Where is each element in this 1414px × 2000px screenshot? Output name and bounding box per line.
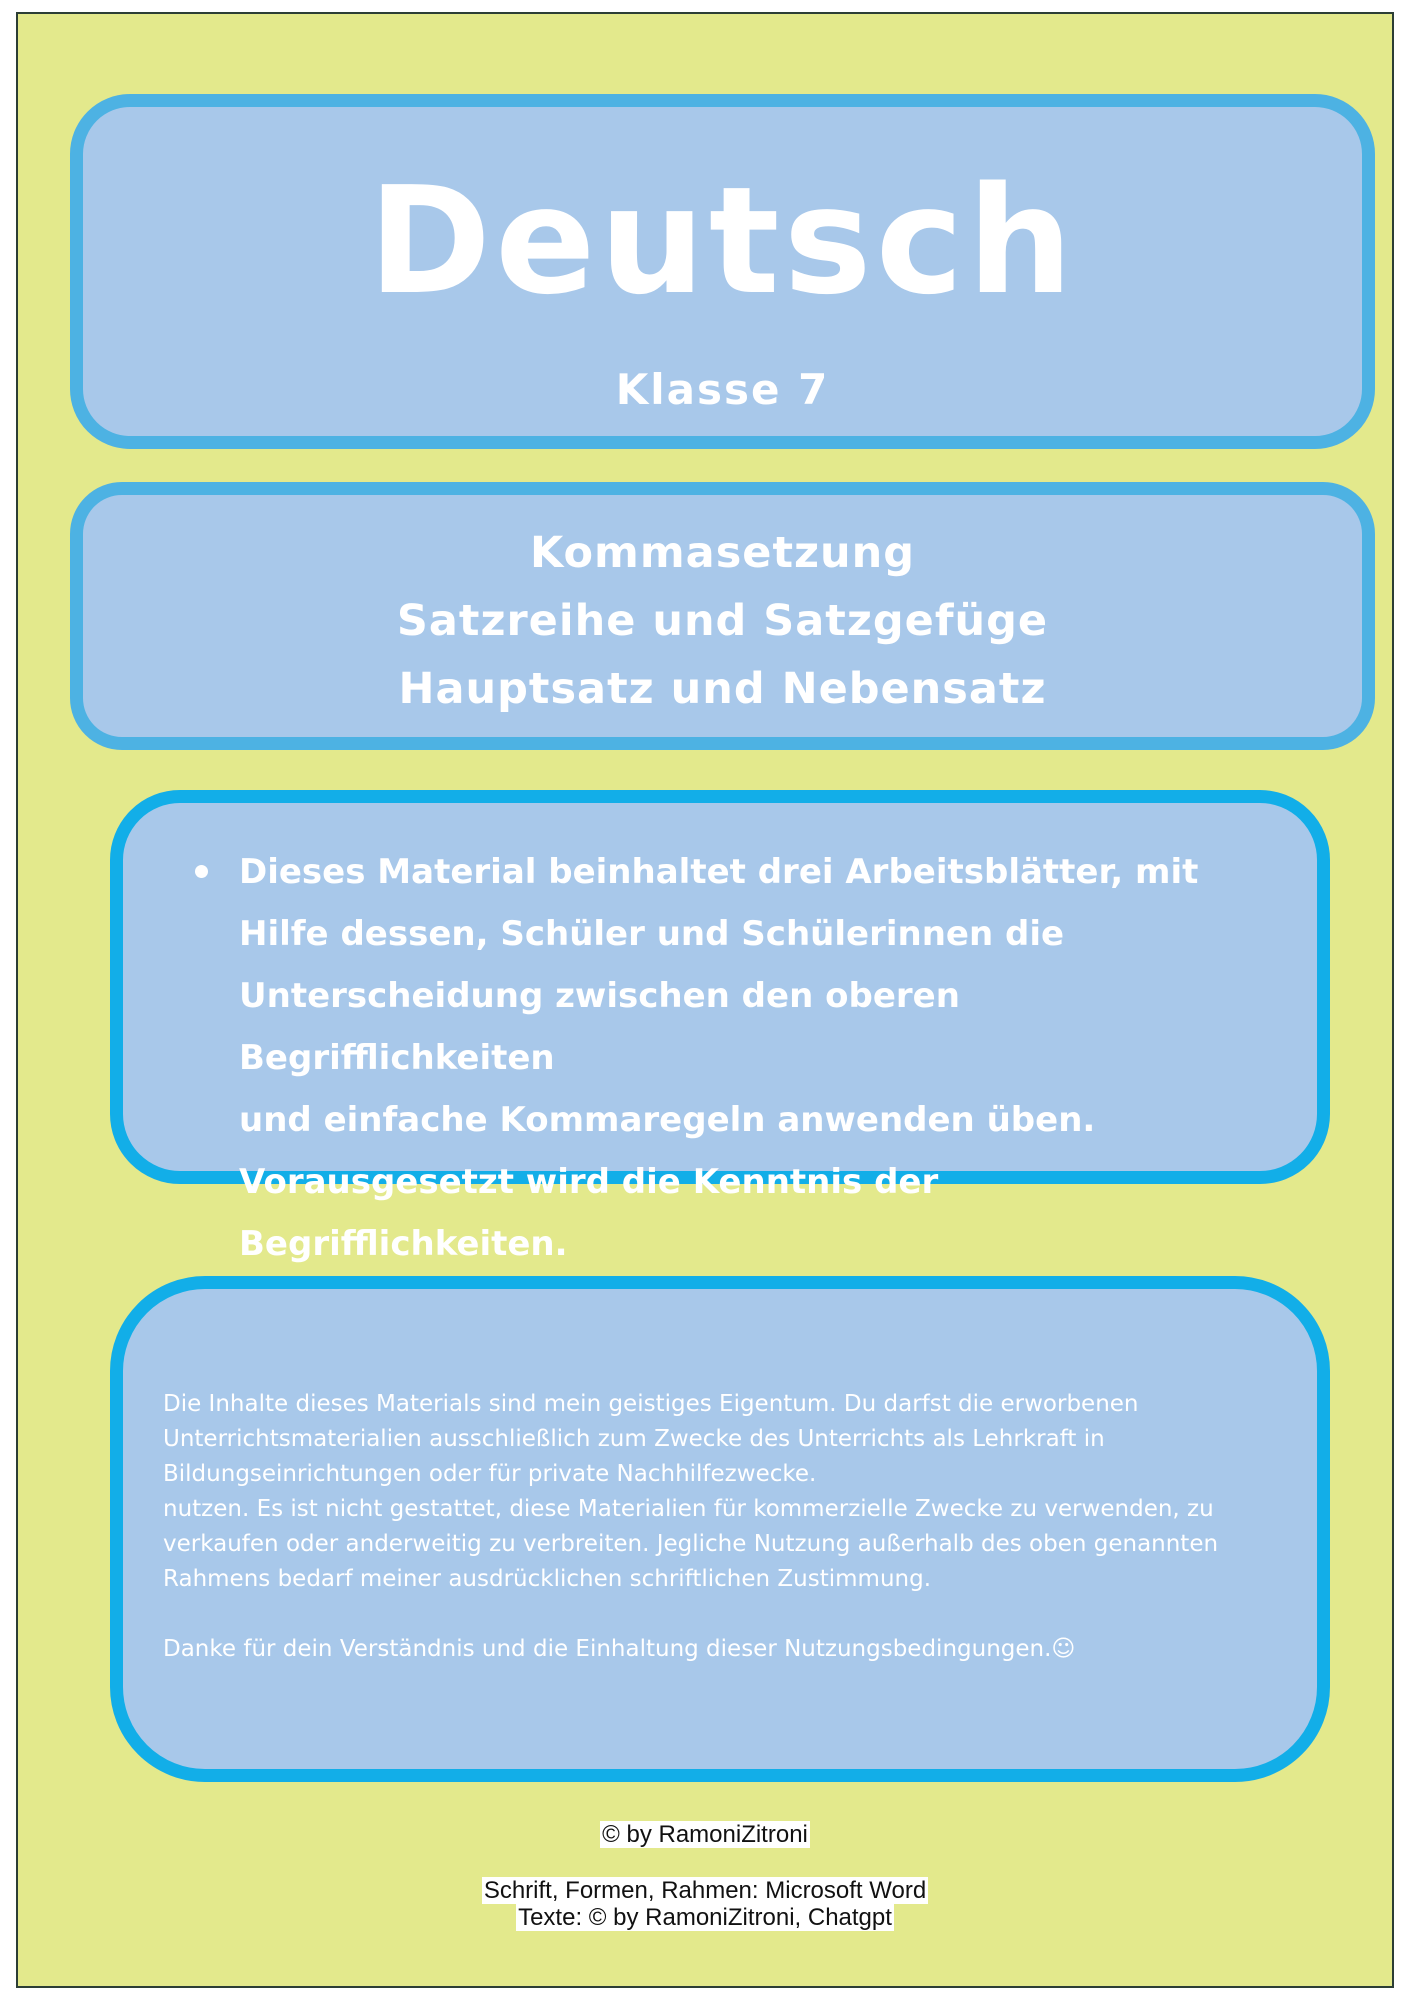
legal-notice-panel <box>110 1276 1330 1782</box>
legal-line: nutzen. Es ist nicht gestattet, diese Materialien für kommerzielle Zwecke zu verwenden, zu <box>163 1496 1214 1522</box>
description-line: und einfache Kommaregeln anwenden üben. <box>239 1100 1096 1140</box>
copyright-text: © by RamoniZitroni <box>602 1821 808 1848</box>
title-panel <box>70 94 1375 449</box>
topics-panel <box>70 482 1375 750</box>
legal-notice-text <box>163 1387 1267 1667</box>
topic-line: Kommasetzung <box>529 528 916 578</box>
legal-line: Unterrichtsmaterialien ausschließlich zum Zwecke des Unterrichts als Lehrkraft in <box>163 1426 1105 1452</box>
description-panel <box>110 790 1330 1264</box>
topics-list <box>83 519 1362 723</box>
texts-credit-text: Texte: © by RamoniZitroni, Chatgpt <box>518 1904 892 1931</box>
worksheet-cover-page <box>16 12 1394 1988</box>
topic-line: Satzreihe und Satzgefüge <box>396 596 1049 646</box>
description-line: Dieses Material beinhaltet drei Arbeitsblätter, mit <box>239 852 1199 892</box>
legal-thanks: Danke für dein Verständnis und die Einhaltung dieser Nutzungsbedingungen.☺ <box>163 1636 1076 1662</box>
paragraph-gap <box>163 1597 1267 1632</box>
description-line: Hilfe dessen, Schüler und Schülerinnen die <box>239 914 1065 954</box>
description-line: Unterscheidung zwischen den oberen Begrifflichkeiten <box>239 976 960 1078</box>
tools-text: Schrift, Formen, Rahmen: Microsoft Word <box>483 1877 927 1904</box>
description-item <box>195 841 1277 1275</box>
description-list <box>195 841 1277 1275</box>
legal-line: verkaufen oder anderweitig zu verbreiten. Jegliche Nutzung außerhalb des oben genannten <box>163 1531 1219 1557</box>
description-line: Vorausgesetzt wird die Kenntnis der Begrifflichkeiten. <box>239 1162 939 1264</box>
grade-label: Klasse 7 <box>615 365 830 414</box>
legal-line: Rahmens bedarf meiner ausdrücklichen schriftlichen Zustimmung. <box>163 1566 932 1592</box>
topic-line: Hauptsatz und Nebensatz <box>398 664 1047 714</box>
copyright-credit <box>18 1821 1392 1848</box>
legal-line: Die Inhalte dieses Materials sind mein geistiges Eigentum. Du darfst die erworbenen <box>163 1391 1139 1417</box>
tools-credit <box>18 1877 1392 1931</box>
subject-title: Deutsch <box>368 155 1077 327</box>
bullet-icon <box>195 865 208 878</box>
legal-line: Bildungseinrichtungen oder für private Nachhilfezwecke. <box>163 1461 817 1487</box>
